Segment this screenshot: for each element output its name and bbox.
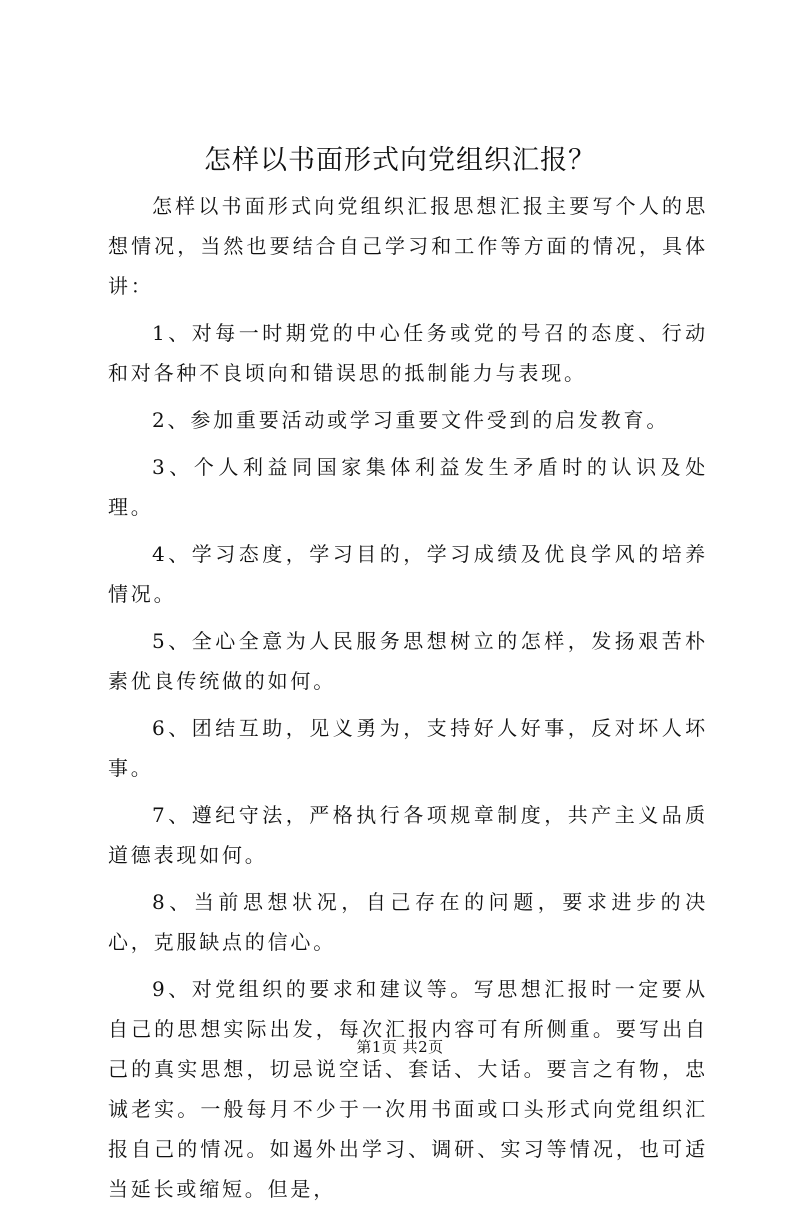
paragraph-item-8: 8、当前思想状况，自己存在的问题，要求进步的决心，克服缺点的信心。: [108, 890, 708, 954]
paragraph-intro: 怎样以书面形式向党组织汇报思想汇报主要写个人的思想情况，当然也要结合自己学习和工作等方面的情况，具体讲：: [108, 194, 708, 298]
paragraph-item-2: 2、参加重要活动或学习重要文件受到的启发教育。: [152, 408, 670, 432]
paragraph-item-4: 4、学习态度，学习目的，学习成绩及优良学风的培养情况。: [108, 542, 708, 606]
document-body: [108, 186, 708, 1216]
paragraph-item-7: 7、遵纪守法，严格执行各项规章制度，共产主义品质道德表现如何。: [108, 803, 708, 867]
paragraph-item-9: 9、对党组织的要求和建议等。写思想汇报时一定要从自己的思想实际出发，每次汇报内容可有所侧重。要写出自己的真实思想，切忌说空话、套话、大话。要言之有物，忠诚老实。一般每月不少于一次用书面或口头形式向党组织汇报自己的情况。如遏外出学习、调研、实习等情况，也可适当延长或缩短。但是，: [108, 977, 708, 1201]
paragraph-item-1: 1、对每一时期党的中心任务或党的号召的态度、行动和对各种不良顷向和错误思的抵制能力与表现。: [108, 321, 708, 385]
document-title: 怎样以书面形式向党组织汇报？: [204, 145, 596, 176]
paragraph-item-6: 6、团结互助，见义勇为，支持好人好事，反对坏人坏事。: [108, 716, 708, 780]
paragraph-item-5: 5、全心全意为人民服务思想树立的怎样，发扬艰苦朴素优良传统做的如何。: [108, 629, 708, 693]
paragraph-item-3: 3、个人利益同国家集体利益发生矛盾时的认识及处理。: [108, 455, 708, 519]
page-number-footer: 第1页 共2页: [356, 1038, 444, 1056]
